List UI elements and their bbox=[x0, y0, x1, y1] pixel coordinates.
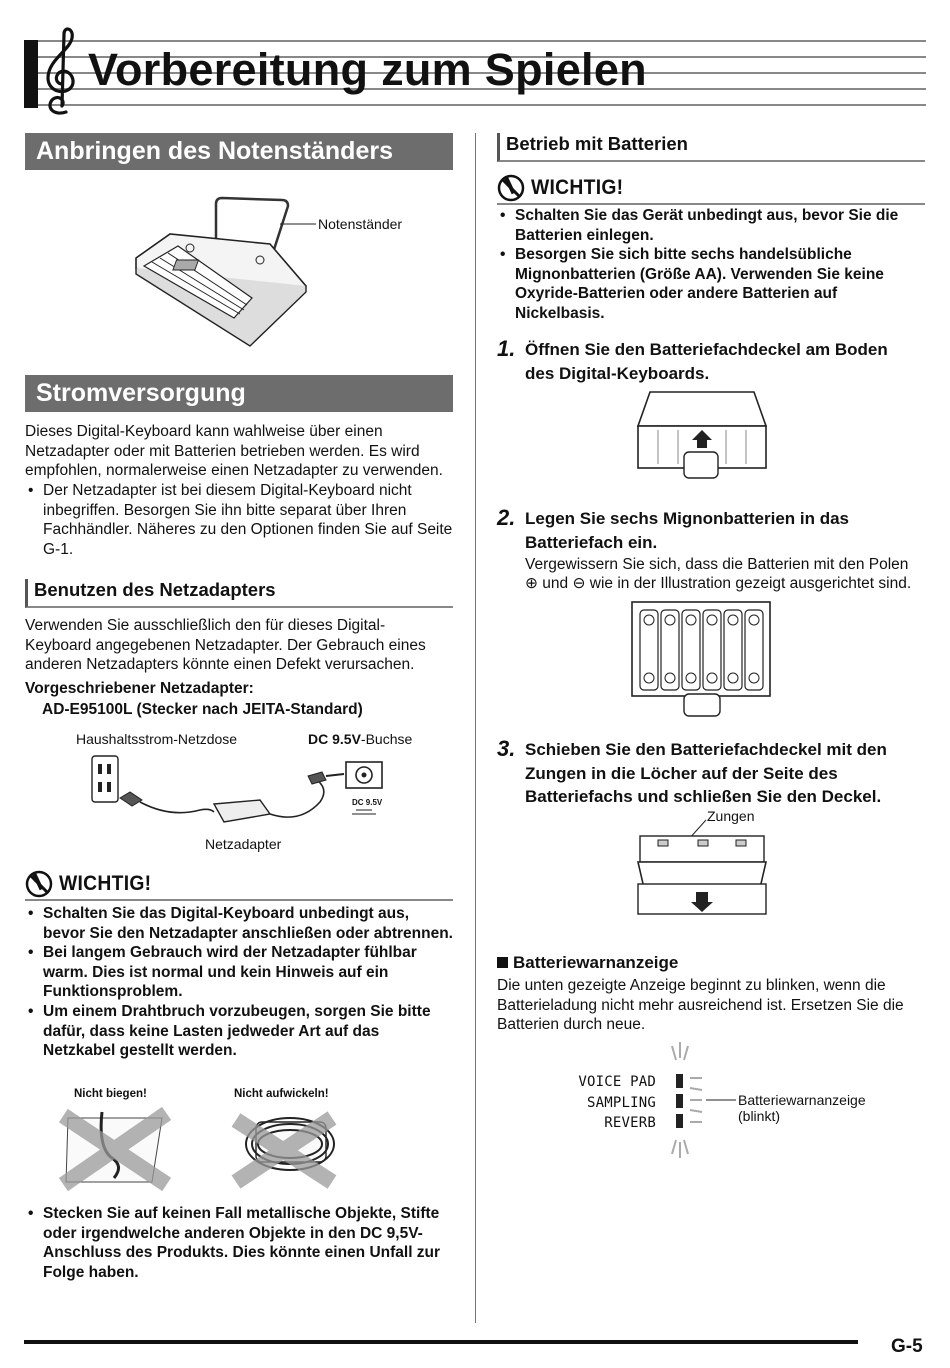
warning-icon bbox=[25, 870, 53, 898]
section-heading-stromversorgung: Stromversorgung bbox=[25, 375, 453, 412]
step-text: Schieben Sie den Batteriefachdeckel mit den Zungen in die Löcher auf der Seite des Batteriefachs und schließen Sie den Deckel. bbox=[525, 740, 887, 806]
intro-bullet: • Der Netzadapter ist bei diesem Digital-Keyboard nicht inbegriffen. Besorgen Sie ihn bitte separat über Ihren Fachhändler. Näheres zu den Optionen finden Sie auf Seite G-1. bbox=[43, 481, 455, 559]
page-number: G-5 bbox=[891, 1336, 923, 1357]
footer-rule bbox=[24, 1340, 858, 1344]
header-bar bbox=[24, 40, 38, 108]
spec-label: Vorgeschriebener Netzadapter: bbox=[25, 680, 254, 697]
jack-label-bold: DC 9.5V bbox=[308, 731, 361, 747]
intro-paragraph: Dieses Digital-Keyboard kann wahlweise über einen Netzadapter oder mit Batterien betrieben werden. Es wird empfohlen, normalerweise einen Netzadapter zu verwenden. bbox=[25, 423, 443, 480]
page-title: Vorbereitung zum Spielen bbox=[88, 44, 647, 95]
indicator-label-text: Batteriewarnanzeige bbox=[738, 1092, 866, 1108]
step-number: 2. bbox=[497, 505, 516, 530]
staff-line bbox=[38, 104, 926, 106]
wichtig-item: • Schalten Sie das Digital-Keyboard unbedingt aus, bevor Sie den Netzadapter anschließen oder abtrennen. bbox=[43, 904, 455, 943]
treble-clef-icon bbox=[40, 26, 84, 118]
staff-line bbox=[38, 40, 926, 42]
wichtig-list-right bbox=[497, 206, 927, 324]
adapter-paragraph: Verwenden Sie ausschließlich den für dieses Digital-Keyboard angegebenen Netzadapter. Der Gebrauch eines anderen Netzadapters könnte einen Defekt verursachen. bbox=[25, 617, 426, 674]
cable-bend-warning-illustration bbox=[62, 1108, 172, 1188]
wichtig-heading-right bbox=[497, 173, 925, 205]
step-text: Legen Sie sechs Mignonbatterien in das Batteriefach ein. bbox=[525, 509, 850, 552]
display-label: SAMPLING bbox=[586, 1094, 656, 1111]
battery-cover-close-illustration bbox=[636, 818, 768, 918]
notenstaender-leader-line bbox=[280, 222, 320, 226]
nicht-biegen-label: Nicht biegen! bbox=[74, 1088, 147, 1100]
notenstaender-label: Notenständer bbox=[318, 216, 403, 232]
square-bullet-icon bbox=[497, 957, 508, 968]
wichtig-item: • Um einem Drahtbruch vorzubeugen, sorgen Sie bitte dafür, dass keine Lasten jedweder Art auf das Netzkabel gestellt werden. bbox=[43, 1002, 455, 1061]
outlet-label: Haushaltsstrom-Netzdose bbox=[76, 731, 238, 747]
display-labels bbox=[560, 1072, 656, 1134]
step-note: ⊕ und ⊖ wie in der Illustration gezeigt ausgerichtet sind. bbox=[525, 575, 912, 592]
step-text: Öffnen Sie den Batteriefachdeckel am Boden des Digital-Keyboards. bbox=[525, 340, 888, 383]
adapter-label: Netzadapter bbox=[205, 836, 282, 852]
wichtig-item: • Bei langem Gebrauch wird der Netzadapter fühlbar warm. Dies ist normal und kein Hinweis auf ein Funktionsproblem. bbox=[43, 943, 455, 1002]
wichtig-item: • Schalten Sie das Gerät unbedingt aus, bevor Sie die Batterien einlegen. bbox=[515, 206, 927, 245]
intro-bullet-list bbox=[25, 481, 455, 559]
section-heading-notenstaender: Anbringen des Notenständers bbox=[25, 133, 453, 170]
battery-indicator-blink-icon bbox=[660, 1040, 740, 1160]
battery-compartment-illustration bbox=[630, 600, 772, 718]
indicator-label bbox=[738, 1092, 866, 1124]
jack-label-rest: -Buchse bbox=[360, 731, 413, 747]
battery-cover-open-illustration bbox=[636, 390, 768, 486]
zungen-label: Zungen bbox=[707, 808, 755, 824]
jack-label bbox=[308, 731, 412, 747]
step-note: Vergewissern Sie sich, dass die Batterien mit den Polen bbox=[525, 556, 909, 573]
indicator-label-sub: (blinkt) bbox=[738, 1108, 781, 1124]
warning-icon bbox=[497, 174, 525, 202]
warn-heading-text: Batteriewarnanzeige bbox=[513, 953, 679, 972]
display-label: REVERB bbox=[604, 1115, 656, 1131]
wichtig-list-left bbox=[25, 904, 455, 1061]
wichtig-item: • Besorgen Sie sich bitte sechs handelsübliche Mignonbatterien (Größe AA). Verwenden Sie keine Oxyride-Batterien oder andere Batterien auf Nickelbasis. bbox=[515, 245, 927, 323]
wichtig-label: WICHTIG! bbox=[59, 872, 152, 895]
keyboard-music-stand-illustration bbox=[130, 190, 320, 355]
column-divider bbox=[475, 133, 476, 1323]
wichtig-heading-left bbox=[25, 869, 453, 901]
spec-value: AD-E95100L (Stecker nach JEITA-Standard) bbox=[42, 701, 363, 718]
wichtig-label: WICHTIG! bbox=[531, 176, 624, 199]
display-label: VOICE PAD bbox=[578, 1074, 656, 1090]
step-number: 1. bbox=[497, 336, 516, 361]
warn-text: Die unten gezeigte Anzeige beginnt zu blinken, wenn die Batterieladung nicht mehr ausreichend ist. Ersetzen Sie die Batterien durch neue. bbox=[497, 977, 904, 1034]
last-warning-list bbox=[25, 1204, 473, 1282]
subheading-batterien: Betrieb mit Batterien bbox=[497, 133, 925, 162]
subheading-netzadapter: Benutzen des Netzadapters bbox=[25, 579, 453, 608]
last-warning-item: • Stecken Sie auf keinen Fall metallische Objekte, Stifte oder irgendwelche anderen Objekte in den DC 9,5V-Anschluss des Produkts. Dies könnte einen Unfall zur Folge haben. bbox=[43, 1204, 473, 1282]
warn-heading bbox=[497, 953, 678, 973]
adapter-connection-illustration bbox=[90, 752, 400, 836]
cable-coil-warning-illustration bbox=[226, 1108, 346, 1188]
nicht-aufwickeln-label: Nicht aufwickeln! bbox=[234, 1088, 329, 1100]
jack-marking: DC 9.5V bbox=[352, 798, 383, 807]
step-number: 3. bbox=[497, 736, 516, 761]
